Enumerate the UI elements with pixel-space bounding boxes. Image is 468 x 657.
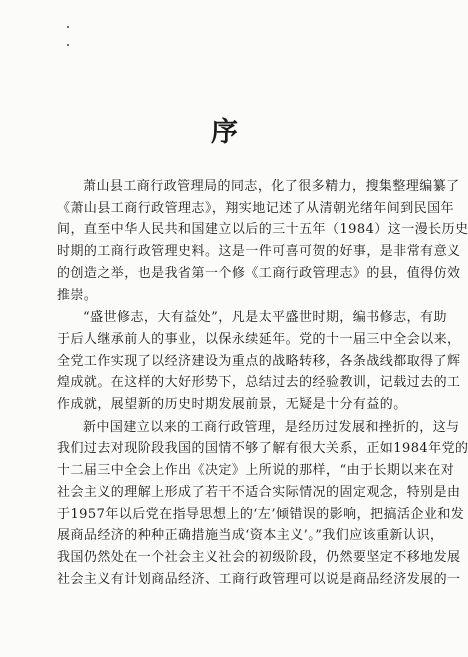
text-line: 新中国建立以来的工商行政管理，是经历过发展和挫折的，这与 [83, 419, 460, 435]
text-line: 作成就，展望新的历史时期发展前景，无疑是十分有益的。 [57, 397, 407, 413]
paragraph [31, 307, 461, 416]
text-line: 萧山县工商行政管理局的同志，化了很多精力，搜集整理编纂了 [83, 179, 460, 194]
text-line: 《萧山县工商行政管理志》，翔实地记述了从清朝光绪年间到民国年 [57, 200, 455, 216]
text-line: 全党工作实现了以经济建设为重点的战略转移，各条战线都取得了辉 [57, 353, 461, 369]
scan-speck [67, 26, 69, 28]
paragraph [31, 417, 468, 591]
paragraph [31, 176, 468, 306]
text-line: “盛世修志，大有益处”，凡是太平盛世时期，编书修志，有助 [83, 310, 447, 326]
text-line: 的创造之举，也是我省第一个修《工商行政管理志》的县，值得仿效 [57, 265, 461, 281]
text-line: 我国仍然处在一个社会主义社会的初级阶段，仍然要坚定不移地发展 [57, 549, 461, 565]
text-line: 于1957年以后党在指导思想上的‘左’倾错误的影响，把搞活企业和发 [57, 506, 465, 522]
text-line: 时期的工商行政管理史料。这是一件可喜可贺的好事，是非常有意义 [57, 244, 461, 260]
text-line: 间，直至中华人民共和国建立以后的三十五年（1984）这一漫长历史 [57, 222, 468, 238]
page-title: 序 [211, 117, 239, 148]
text-line: 社会主义的理解上形成了若干不适合实际情况的固定观念，特别是由 [57, 484, 461, 500]
text-line: 十二届三中全会上作出《决定》上所说的那样，“由于长期以来在对 [57, 463, 455, 479]
text-line: 于后人继承前人的事业，以保永续延年。党的十一届三中全会以来， [57, 331, 461, 347]
text-line: 煌成就。在这样的大好形势下，总结过去的经验教训，记载过去的工 [57, 375, 461, 391]
text-line: 社会主义有计划商品经济、工商行政管理可以说是商品经济发展的一 [57, 571, 461, 587]
body-text [31, 176, 468, 591]
text-line: 展商品经济的种种正确措施当成‘资本主义’。”我们应该重新认识， [57, 528, 444, 544]
scan-speck [67, 44, 69, 46]
text-line: 我们过去对现阶段我国的国情不够了解有很大关系，正如1984年党的 [57, 441, 468, 457]
text-line: 推崇。 [57, 287, 98, 303]
